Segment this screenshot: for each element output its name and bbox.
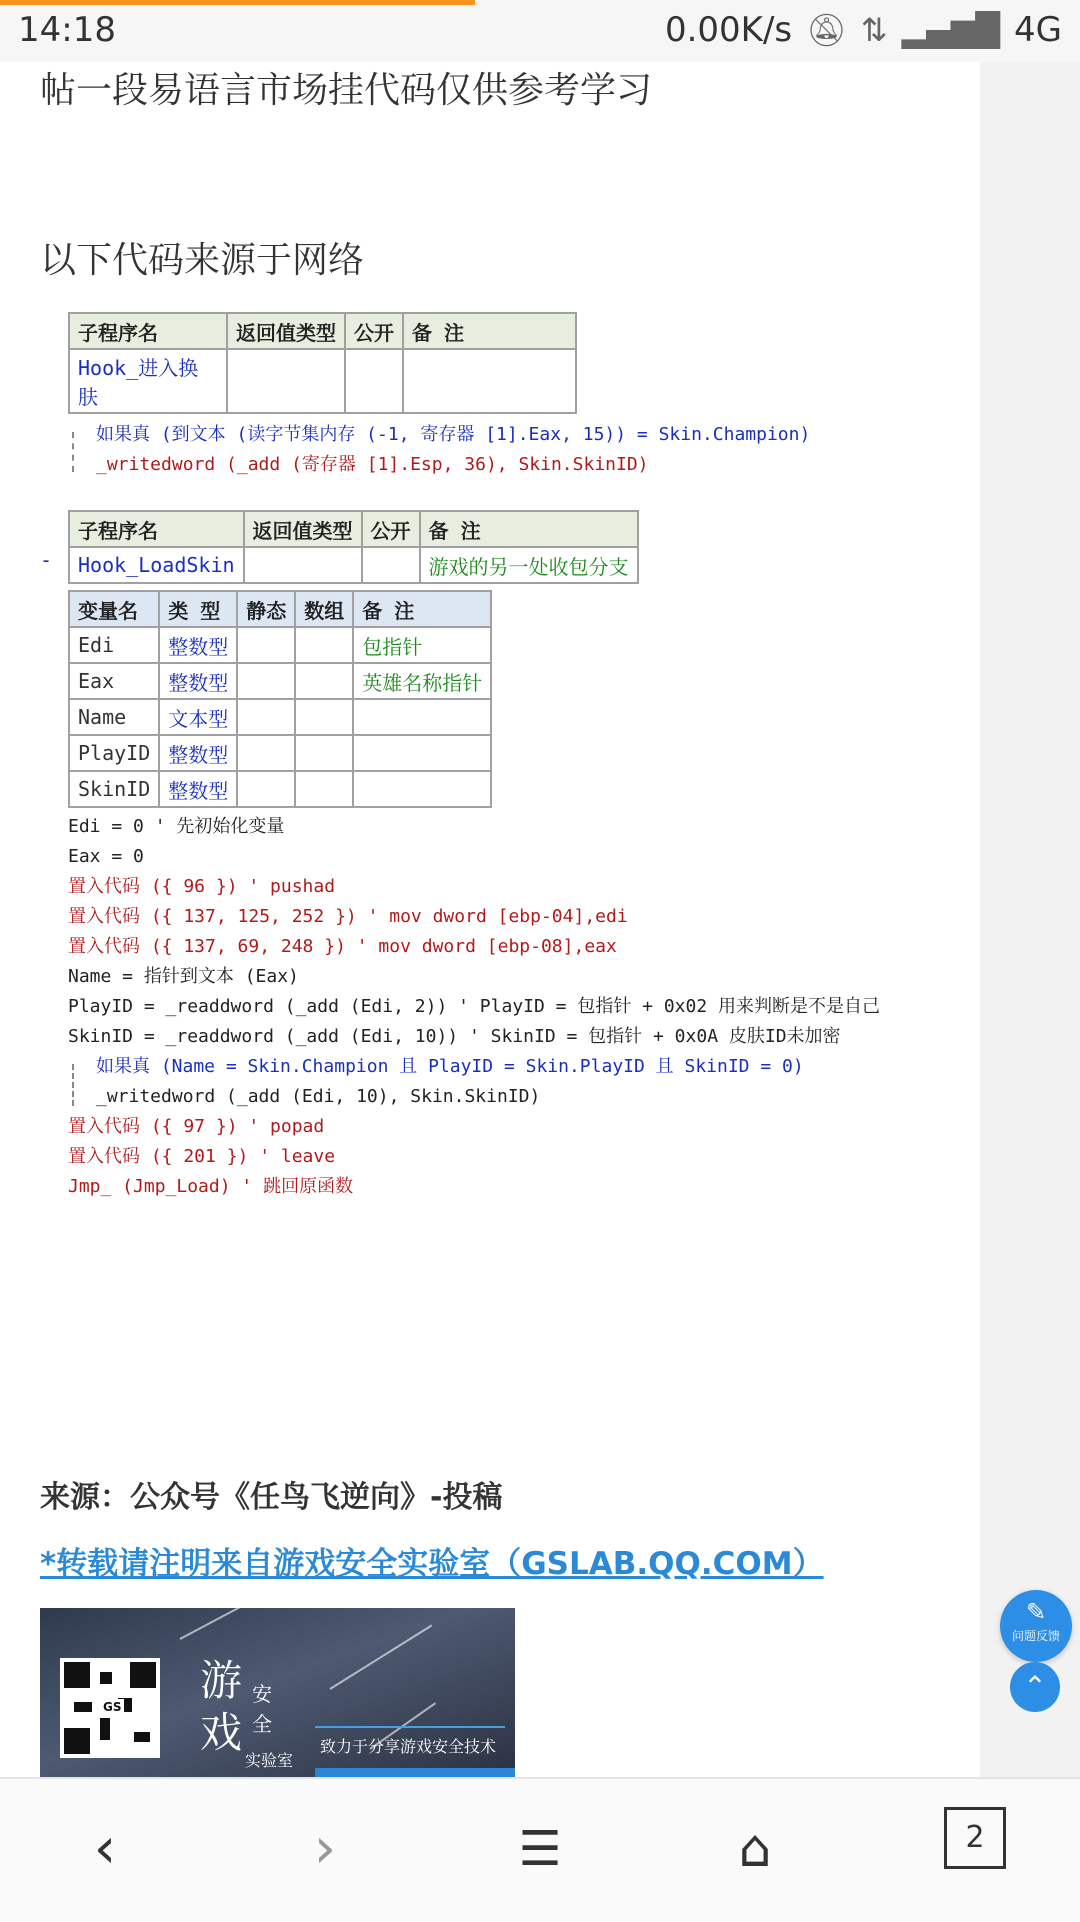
code-line: Eax = 0: [68, 846, 144, 867]
home-icon: ⌂: [738, 1819, 772, 1879]
repost-link[interactable]: *转载请注明来自游戏安全实验室（GSLAB.QQ.COM）: [40, 1546, 824, 1582]
table-row: Edi 整数型 包指针: [69, 627, 491, 663]
code-line: 置入代码 ({ 137, 125, 252 }) ' mov dword [ebp-04],edi: [68, 906, 628, 927]
back-icon: ‹: [93, 1816, 117, 1881]
browser-nav-bar: [0, 1777, 1080, 1922]
vars-table: [68, 590, 492, 808]
code-image: 子程序名 返回值类型 公开 备 注 Hook_进入换肤 如果真 (到文本 (读字节集内存 (-1, 寄存器 [1].Eax, 15)) = Skin.Champion) _writedword (_add (寄存器 [1].Esp, 36), Skin.SkinID) - 子程序名 返回值类型 公开 备 注 Hook_LoadSkin 游戏的另一处收包分支 变量名 类 型 静态 数组 备 注 Edi 整数型 包指针 Eax 整数型 英雄名称指针 Name 文本型 PlayID 整数型 SkinID 整数型 Edi = 0 ' 先初始化变量 Eax = 0 置入代码 ({ 96 }) ' pushad 置入代码 ({ 137, 125, 252 }) ' mov dword [ebp-04],edi 置入代码 ({ 137, 69, 248 }) ' mov dword [ebp-08],eax Name = 指针到文本 (Eax) PlayID = _readdword (_add (Edi, 2)) ' PlayID = 包指针 + 0x02 用来判断是不是自己 SkinID = _readdword (_add (Edi, 10)) ' SkinID = 包指针 + 0x0A 皮肤ID未加密 如果真 (Name = Skin.Champion 且 PlayID = Skin.PlayID 且 SkinID = 0) _writedword (_add (Edi, 10), Skin.SkinID) 置入代码 ({ 97 }) ' popad 置入代码 ({ 201 }) ' leave Jmp_ (Jmp_Load) ' 跳回原函数: [40, 312, 920, 1202]
table-row: SkinID 整数型: [69, 771, 491, 807]
table-row: Eax 整数型 英雄名称指针: [69, 663, 491, 699]
code-line: Name = 指针到文本 (Eax): [68, 966, 299, 987]
banner-tagline: 致力于分享游戏安全技术: [320, 1737, 497, 1756]
banner-sub-3: 实验室: [245, 1751, 294, 1770]
edit-icon: ✎: [1025, 1598, 1047, 1626]
gslab-banner[interactable]: [40, 1608, 515, 1777]
status-bar: [0, 0, 1080, 62]
var-array-header: 数组: [295, 591, 353, 627]
var-static-header: 静态: [237, 591, 295, 627]
attribution-text: 来源：公众号《任鸟飞逆向》-投稿: [40, 1480, 503, 1515]
qr-code: [60, 1658, 160, 1758]
code-line: 置入代码 ({ 97 }) ' popad: [68, 1116, 325, 1137]
proc2-return: [244, 547, 362, 583]
table-row: PlayID 整数型: [69, 735, 491, 771]
return-type-header: 返回值类型: [227, 313, 345, 349]
code-line: 如果真 (Name = Skin.Champion 且 PlayID = Skin.PlayID 且 SkinID = 0): [96, 1056, 804, 1077]
var-name-header: 变量名: [69, 591, 159, 627]
code-line: 置入代码 ({ 137, 69, 248 }) ' mov dword [ebp-08],eax: [68, 936, 617, 957]
signal-bars-icon: ▂▄▆█: [901, 11, 1001, 49]
proc1-public: [345, 349, 403, 413]
code-line: Edi = 0 ' 先初始化变量: [68, 816, 285, 837]
proc1-table: [68, 312, 577, 414]
banner-title-2: 戏: [200, 1708, 243, 1757]
banner-sub-1: 安: [252, 1682, 272, 1706]
status-right: [665, 10, 1062, 50]
network-speed: 0.00K/s: [664, 10, 793, 50]
proc1-return: [227, 349, 345, 413]
return-type-header: 返回值类型: [244, 511, 362, 547]
tab-count-button[interactable]: 2: [944, 1807, 1006, 1869]
back-button[interactable]: [60, 1809, 150, 1889]
chevron-up-icon: ⌃: [1023, 1670, 1047, 1703]
article-page: [0, 62, 980, 1777]
code-line: _writedword (_add (寄存器 [1].Esp, 36), Skin.SkinID): [96, 454, 649, 475]
feedback-label: 问题反馈: [1011, 1629, 1060, 1643]
proc-name-header: 子程序名: [69, 511, 244, 547]
code-line: _writedword (_add (Edi, 10), Skin.SkinID): [96, 1086, 541, 1107]
feedback-button[interactable]: [1000, 1590, 1072, 1662]
var-note-header: 备 注: [353, 591, 491, 627]
code-line: 置入代码 ({ 201 }) ' leave: [68, 1146, 336, 1167]
page-load-progress: [0, 0, 475, 5]
forward-icon: ›: [313, 1816, 337, 1881]
public-header: 公开: [362, 511, 420, 547]
proc1-name: Hook_进入换肤: [69, 349, 227, 413]
network-type: 4G: [1014, 10, 1062, 50]
proc2-table: [68, 510, 639, 584]
table-row: Name 文本型: [69, 699, 491, 735]
proc1-note: [403, 349, 576, 413]
scroll-top-button[interactable]: [1010, 1662, 1060, 1712]
note-header: 备 注: [420, 511, 638, 547]
home-button[interactable]: [710, 1809, 800, 1889]
code-line: 如果真 (到文本 (读字节集内存 (-1, 寄存器 [1].Eax, 15)) = Skin.Champion): [96, 424, 811, 445]
qr-label: GS: [103, 1700, 122, 1714]
proc2-public: [362, 547, 420, 583]
code-line: SkinID = _readdword (_add (Edi, 10)) ' SkinID = 包指针 + 0x0A 皮肤ID未加密: [68, 1026, 841, 1047]
proc2-name: Hook_LoadSkin: [69, 547, 244, 583]
data-arrows-icon: ⇅: [860, 11, 888, 49]
status-time: 14:18: [18, 10, 116, 50]
banner-sub-2: 全: [252, 1712, 272, 1736]
proc-name-header: 子程序名: [69, 313, 227, 349]
var-type-header: 类 型: [159, 591, 237, 627]
code-line: 置入代码 ({ 96 }) ' pushad: [68, 876, 336, 897]
intro-text: 帖一段易语言市场挂代码仅供参考学习: [40, 70, 653, 111]
public-header: 公开: [345, 313, 403, 349]
forward-button[interactable]: [280, 1809, 370, 1889]
note-header: 备 注: [403, 313, 576, 349]
source-text: 以下代码来源于网络: [40, 240, 365, 281]
proc2-note: 游戏的另一处收包分支: [420, 547, 638, 583]
code-line: Jmp_ (Jmp_Load) ' 跳回原函数: [68, 1176, 354, 1197]
bell-muted-icon: 🔕︎: [806, 11, 847, 49]
menu-button[interactable]: [495, 1809, 585, 1889]
menu-icon: ☰: [518, 1821, 562, 1877]
code-line: PlayID = _readdword (_add (Edi, 2)) ' PlayID = 包指针 + 0x02 用来判断是不是自己: [68, 996, 881, 1017]
banner-title-1: 游: [200, 1656, 243, 1705]
